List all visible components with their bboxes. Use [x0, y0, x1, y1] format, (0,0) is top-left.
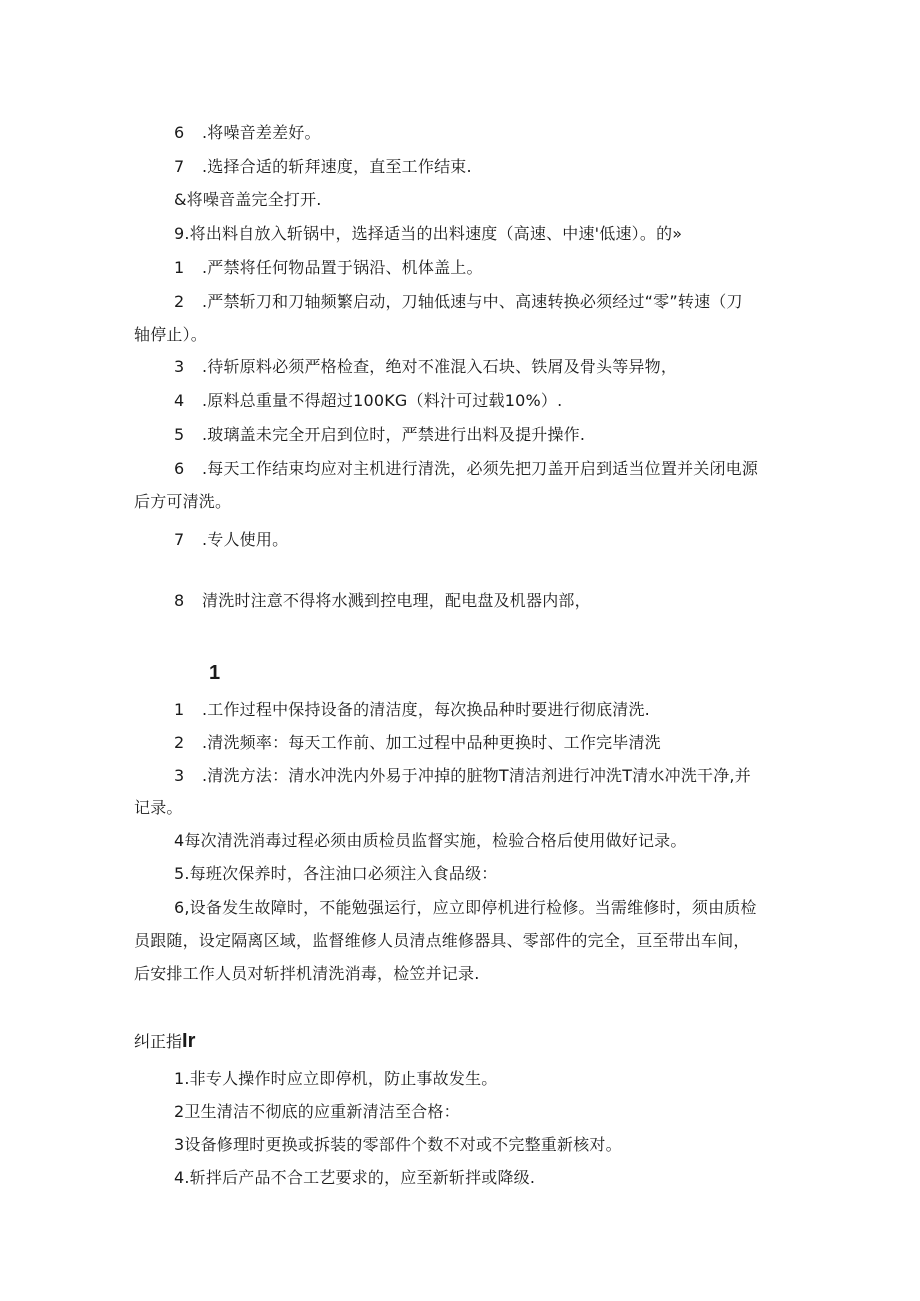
- section-heading: 1: [209, 662, 221, 684]
- rule-text-continued: 后方可清洗。: [134, 492, 232, 511]
- step-text: &将噪音盖完全打开.: [174, 190, 322, 209]
- rule-item: [174, 357, 677, 377]
- cleaning-text: .清洗方法：清水冲洗内外易于冲掉的脏物T清洁剂进行冲洗T清水冲洗干净,并: [202, 766, 751, 785]
- rule-text: .专人使用。: [202, 530, 289, 549]
- cleaning-item: [174, 766, 751, 786]
- cleaning-text-continued: 记录。: [134, 798, 183, 817]
- corrective-item: [174, 1168, 535, 1188]
- rule-item: [174, 425, 585, 445]
- rule-number: 7: [174, 530, 185, 549]
- rule-number: 4: [174, 391, 185, 410]
- rule-text: .原料总重量不得超过100KG（料汁可过载10%）.: [202, 391, 563, 410]
- rule-text: .每天工作结束均应对主机进行清洗，必须先把刀盖开启到适当位置并关闭电源: [202, 459, 759, 478]
- cleaning-text: .清洗频率：每天工作前、加工过程中品种更换时、工作完毕清洗: [202, 733, 661, 752]
- corrective-heading-text: 纠正指: [134, 1032, 183, 1051]
- cleaning-continuation: [134, 798, 183, 818]
- corrective-item: [174, 1069, 497, 1089]
- cleaning-number: 2: [174, 733, 185, 752]
- step-item: [174, 224, 682, 244]
- rule-text: 清洗时注意不得将水溅到控电理，配电盘及机器内部，: [202, 591, 591, 610]
- step-number: 6: [174, 123, 185, 142]
- rule-item: [174, 530, 288, 550]
- rule-item: [174, 459, 758, 479]
- cleaning-text-continued: 后安排工作人员对斩拌机清洗消毒，检笠并记录.: [134, 964, 480, 983]
- cleaning-text: 6,设备发生故障时，不能勉强运行，应立即停机进行检修。当需维修时，须由质检: [174, 898, 757, 917]
- rule-number: 2: [174, 292, 185, 311]
- rule-item: [174, 591, 591, 611]
- corrective-item: [174, 1135, 622, 1155]
- cleaning-continuation: [134, 964, 480, 984]
- corrective-text: 1.非专人操作时应立即停机，防止事故发生。: [174, 1069, 498, 1088]
- rule-text: .严禁斩刀和刀轴频繁启动，刀轴低速与中、高速转换必须经过“零”转速（刀: [202, 292, 743, 311]
- cleaning-item: [174, 831, 687, 851]
- rule-number: 1: [174, 258, 185, 277]
- step-text: .选择合适的斩拜速度，直至工作结束.: [202, 157, 472, 176]
- rule-number: 8: [174, 591, 185, 610]
- rule-text: .玻璃盖未完全开启到位时，严禁进行出料及提升操作.: [202, 425, 586, 444]
- corrective-heading: [134, 1030, 195, 1053]
- cleaning-continuation: [134, 931, 750, 951]
- rule-number: 6: [174, 459, 185, 478]
- corrective-text: 2卫生清洁不彻底的应重新清洁至合格：: [174, 1102, 460, 1121]
- cleaning-text: 4每次清洗消毒过程必须由质检员监督实施，检验合格后使用做好记录。: [174, 831, 687, 850]
- cleaning-item: [174, 700, 650, 720]
- rule-item: [174, 292, 743, 312]
- corrective-item: [174, 1102, 460, 1122]
- step-text: .将噪音差差好。: [202, 123, 321, 142]
- rule-continuation: [134, 492, 231, 512]
- cleaning-text: 5.每班次保养时，各注油口必须注入食品级：: [174, 864, 498, 883]
- rule-number: 3: [174, 357, 185, 376]
- cleaning-number: 1: [174, 700, 185, 719]
- rule-text: .待斩原料必须严格检查，绝对不准混入石块、铁屑及骨头等异物，: [202, 357, 678, 376]
- step-number: 7: [174, 157, 185, 176]
- step-text: 9.将出料自放入斩锅中，选择适当的出料速度（高速、中速'低速）。的»: [174, 224, 683, 243]
- rule-item: [174, 258, 483, 278]
- corrective-heading-bold: Ir: [182, 1030, 196, 1052]
- step-item: [174, 190, 322, 210]
- rule-text: .严禁将任何物品置于锅沿、机体盖上。: [202, 258, 483, 277]
- cleaning-item: [174, 864, 497, 884]
- rule-item: [174, 391, 562, 411]
- cleaning-number: 3: [174, 766, 185, 785]
- rule-continuation: [134, 325, 207, 345]
- rule-number: 5: [174, 425, 185, 444]
- step-item: [174, 157, 472, 177]
- corrective-text: 4.斩拌后产品不合工艺要求的，应至新斩拌或降级.: [174, 1168, 536, 1187]
- cleaning-item: [174, 898, 757, 918]
- rule-text-continued: 轴停止）。: [134, 325, 208, 344]
- cleaning-text-continued: 员跟随，设定隔离区域，监督维修人员清点维修器具、零部件的完全，亘至带出车间，: [134, 931, 750, 950]
- cleaning-item: [174, 733, 661, 753]
- cleaning-text: .工作过程中保持设备的清洁度，每次换品种时要进行彻底清洗.: [202, 700, 650, 719]
- corrective-text: 3设备修理时更换或拆装的零部件个数不对或不完整重新核对。: [174, 1135, 622, 1154]
- step-item: [174, 123, 321, 143]
